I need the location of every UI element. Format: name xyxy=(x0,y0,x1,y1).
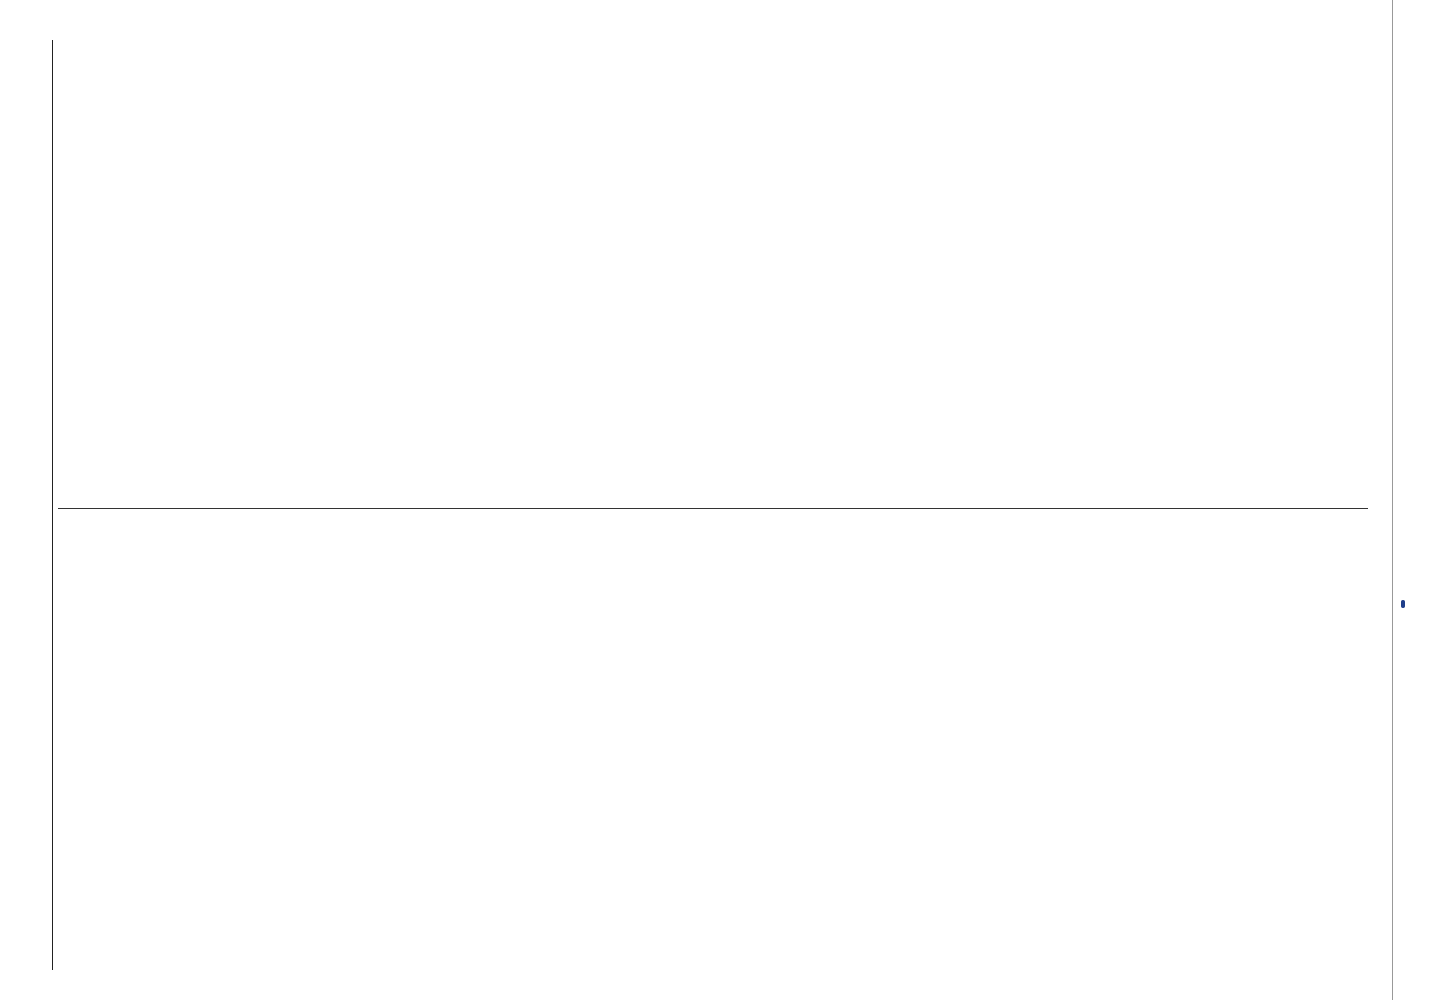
column-divider xyxy=(58,508,1368,509)
header-rule xyxy=(52,40,53,970)
digitization-footer xyxy=(1392,0,1432,1000)
page-header xyxy=(18,40,48,970)
right-text-column xyxy=(62,40,1362,486)
dfg-logo xyxy=(1401,600,1405,608)
left-text-column xyxy=(62,524,1362,970)
